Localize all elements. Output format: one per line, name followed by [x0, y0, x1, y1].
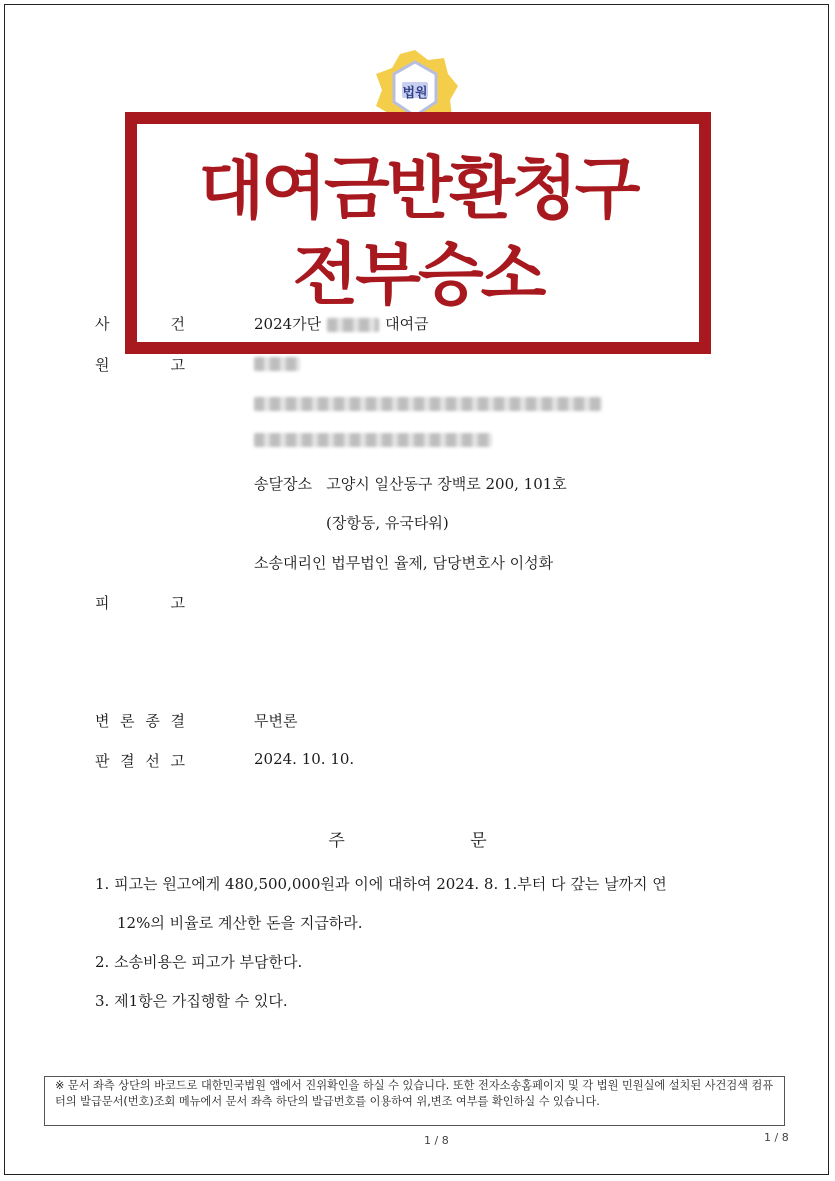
page-number-right: 1 / 8 [764, 1131, 789, 1144]
verification-notice: ※ 문서 좌측 상단의 바코드로 대한민국법원 앱에서 진위확인을 하실 수 있습니다. 또한 전자소송홈페이지 및 각 법원 민원실에 설치된 사건검색 컴퓨터의 발급문서(번호)조회 메뉴에서 문서 좌측 하단의 발급번호를 이용하여 위,변조 여부를 확인하실 수 있습니다. [44, 1076, 785, 1126]
plaintiff-label: 원 고 [95, 356, 185, 374]
closing-label: 변 론 종 결 [95, 712, 185, 730]
order-title: 주 문 [328, 831, 547, 851]
defendant-label: 피 고 [95, 594, 185, 612]
closing-value: 무변론 [254, 712, 298, 730]
stamp-line-claim: 대여금반환청구 [198, 150, 638, 229]
case-label: 사 건 [95, 315, 185, 333]
case-number: 2024가단 대여금 [254, 315, 429, 333]
order-item-1-cont: 12%의 비율로 계산한 돈을 지급하라. [117, 914, 363, 932]
litigation-agent: 소송대리인 법무법인 율제, 담당변호사 이성화 [254, 554, 554, 572]
stamp-line-result: 전부승소 [292, 236, 544, 315]
redacted-plaintiff-name [254, 357, 300, 371]
service-address: 송달장소 고양시 일산동구 장백로 200, 101호 [254, 475, 567, 493]
seal-text: 법원 [402, 85, 428, 101]
redacted-case-no [327, 318, 379, 332]
service-address-detail: (장항동, 유국타워) [326, 514, 449, 532]
order-item-2: 2. 소송비용은 피고가 부담한다. [95, 953, 303, 971]
page-number-center: 1 / 8 [424, 1134, 449, 1147]
redacted-plaintiff-address [254, 397, 602, 411]
order-item-3: 3. 제1항은 가집행할 수 있다. [95, 992, 288, 1010]
verdict-label: 판 결 선 고 [95, 752, 185, 770]
verdict-date: 2024. 10. 10. [254, 750, 355, 768]
order-item-1: 1. 피고는 원고에게 480,500,000원과 이에 대하여 2024. 8. 1.부터 다 갚는 날까지 연 [95, 875, 667, 893]
redacted-plaintiff-address-detail [254, 433, 492, 447]
